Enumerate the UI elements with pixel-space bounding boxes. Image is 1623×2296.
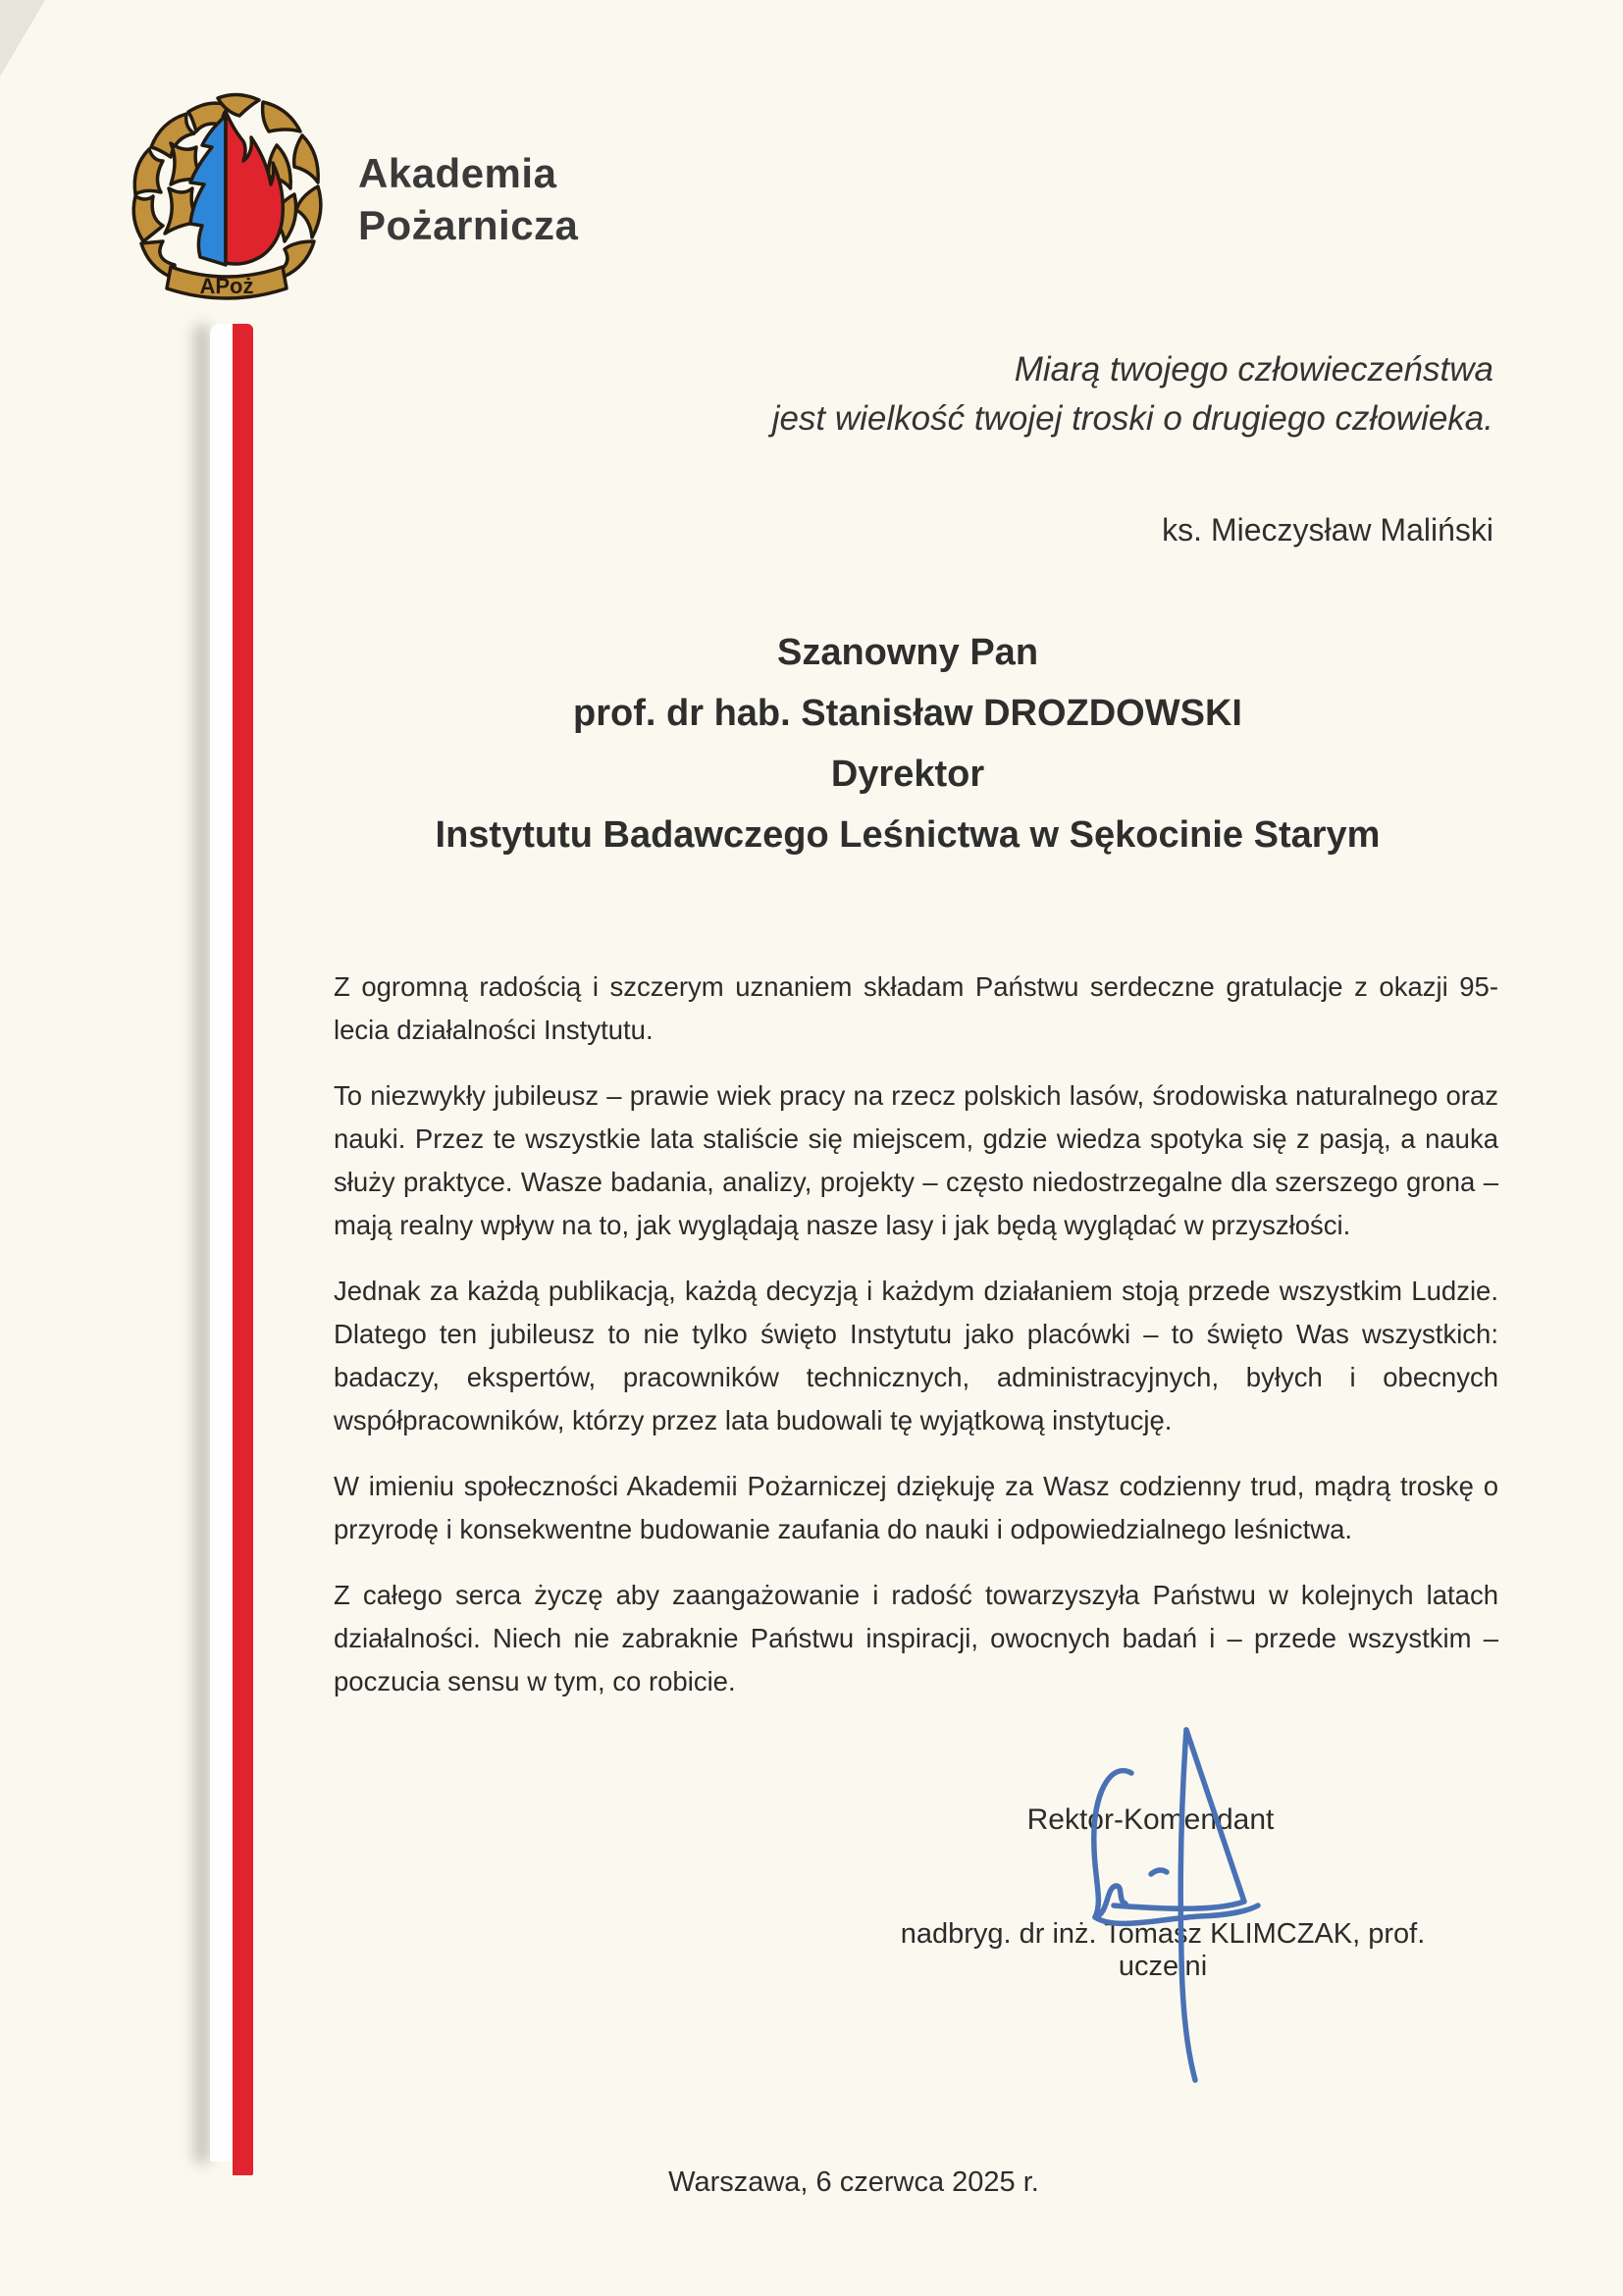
org-wordmark [358, 147, 578, 251]
addressee-block [334, 622, 1482, 865]
signer-role: Rektor-Komendant [1026, 1803, 1275, 1836]
stripe-red-band [233, 324, 253, 2175]
addressee-salutation: Szanowny Pan [776, 632, 1039, 673]
addressee-institution: Instytutu Badawczego Leśnictwa w Sękocinie Starym [435, 814, 1381, 856]
quote-line1: Miarą twojego człowieczeństwa [1014, 350, 1493, 389]
letter-body [334, 965, 1498, 1726]
dateline: Warszawa, 6 czerwca 2025 r. [668, 2166, 1039, 2198]
scan-corner-artifact [0, 0, 45, 77]
org-name-line2: Pożarnicza [358, 202, 579, 248]
signer-name: nadbryg. dr inż. Tomasz KLIMCZAK, prof. uczelni [900, 1918, 1426, 1982]
body-paragraph: W imieniu społeczności Akademii Pożarniczej dziękuję za Wasz codzienny trud, mądrą troskę o przyrodę i konsekwentne budowanie zaufania do nauki i odpowiedzialnego leśnictwa. [334, 1471, 1498, 1544]
body-paragraph: To niezwykły jubileusz – prawie wiek pracy na rzecz polskich lasów, środowiska naturalnego oraz nauki. Przez te wszystkie lata staliście się miejscem, gdzie wiedza spotyka się z pasją, a nauka służy praktyce. Wasze badania, analizy, projekty – często niedostrzegalne dla szerszego grona – mają realny wpływ na to, jak wyglądają nasze lasy i jak będą wyglądać w przyszłości. [334, 1080, 1498, 1240]
accent-stripe [201, 324, 253, 2175]
handwritten-signature [1065, 1719, 1271, 2092]
addressee-name: prof. dr hab. Stanisław DROZDOWSKI [573, 693, 1242, 734]
logo-banner-text: APoż [199, 274, 254, 298]
org-name-line1: Akademia [358, 150, 557, 196]
academy-logo-icon [120, 86, 334, 306]
body-paragraph: Z całego serca życzę aby zaangażowanie i radość towarzyszyła Państwu w kolejnych latach działalności. Niech nie zabraknie Państwu inspiracji, owocnych badań i – przede wszystkim – poczucia sensu w tym, co robicie. [334, 1580, 1498, 1696]
stripe-white-band [210, 324, 233, 2162]
quote-block [610, 345, 1493, 444]
addressee-title: Dyrektor [830, 754, 985, 795]
body-paragraph: Jednak za każdą publikacją, każdą decyzją i każdym działaniem stoją przede wszystkim Ludzie. Dlatego ten jubileusz to nie tylko święto Instytutu jako placówki – to święto Was wszystkich: badaczy, ekspertów, pracowników technicznych, administracyjnych, byłych i obecnych współpracowników, którzy przez lata budowali tę wyjątkową instytucję. [334, 1276, 1498, 1435]
stripe-shadow [193, 324, 211, 2165]
quote-line2: jest wielkość twojej troski o drugiego człowieka. [771, 399, 1493, 438]
body-paragraph: Z ogromną radością i szczerym uznaniem składam Państwu serdeczne gratulacje z okazji 95-lecia działalności Instytutu. [334, 971, 1498, 1045]
quote-attribution: ks. Mieczysław Maliński [1162, 512, 1493, 548]
